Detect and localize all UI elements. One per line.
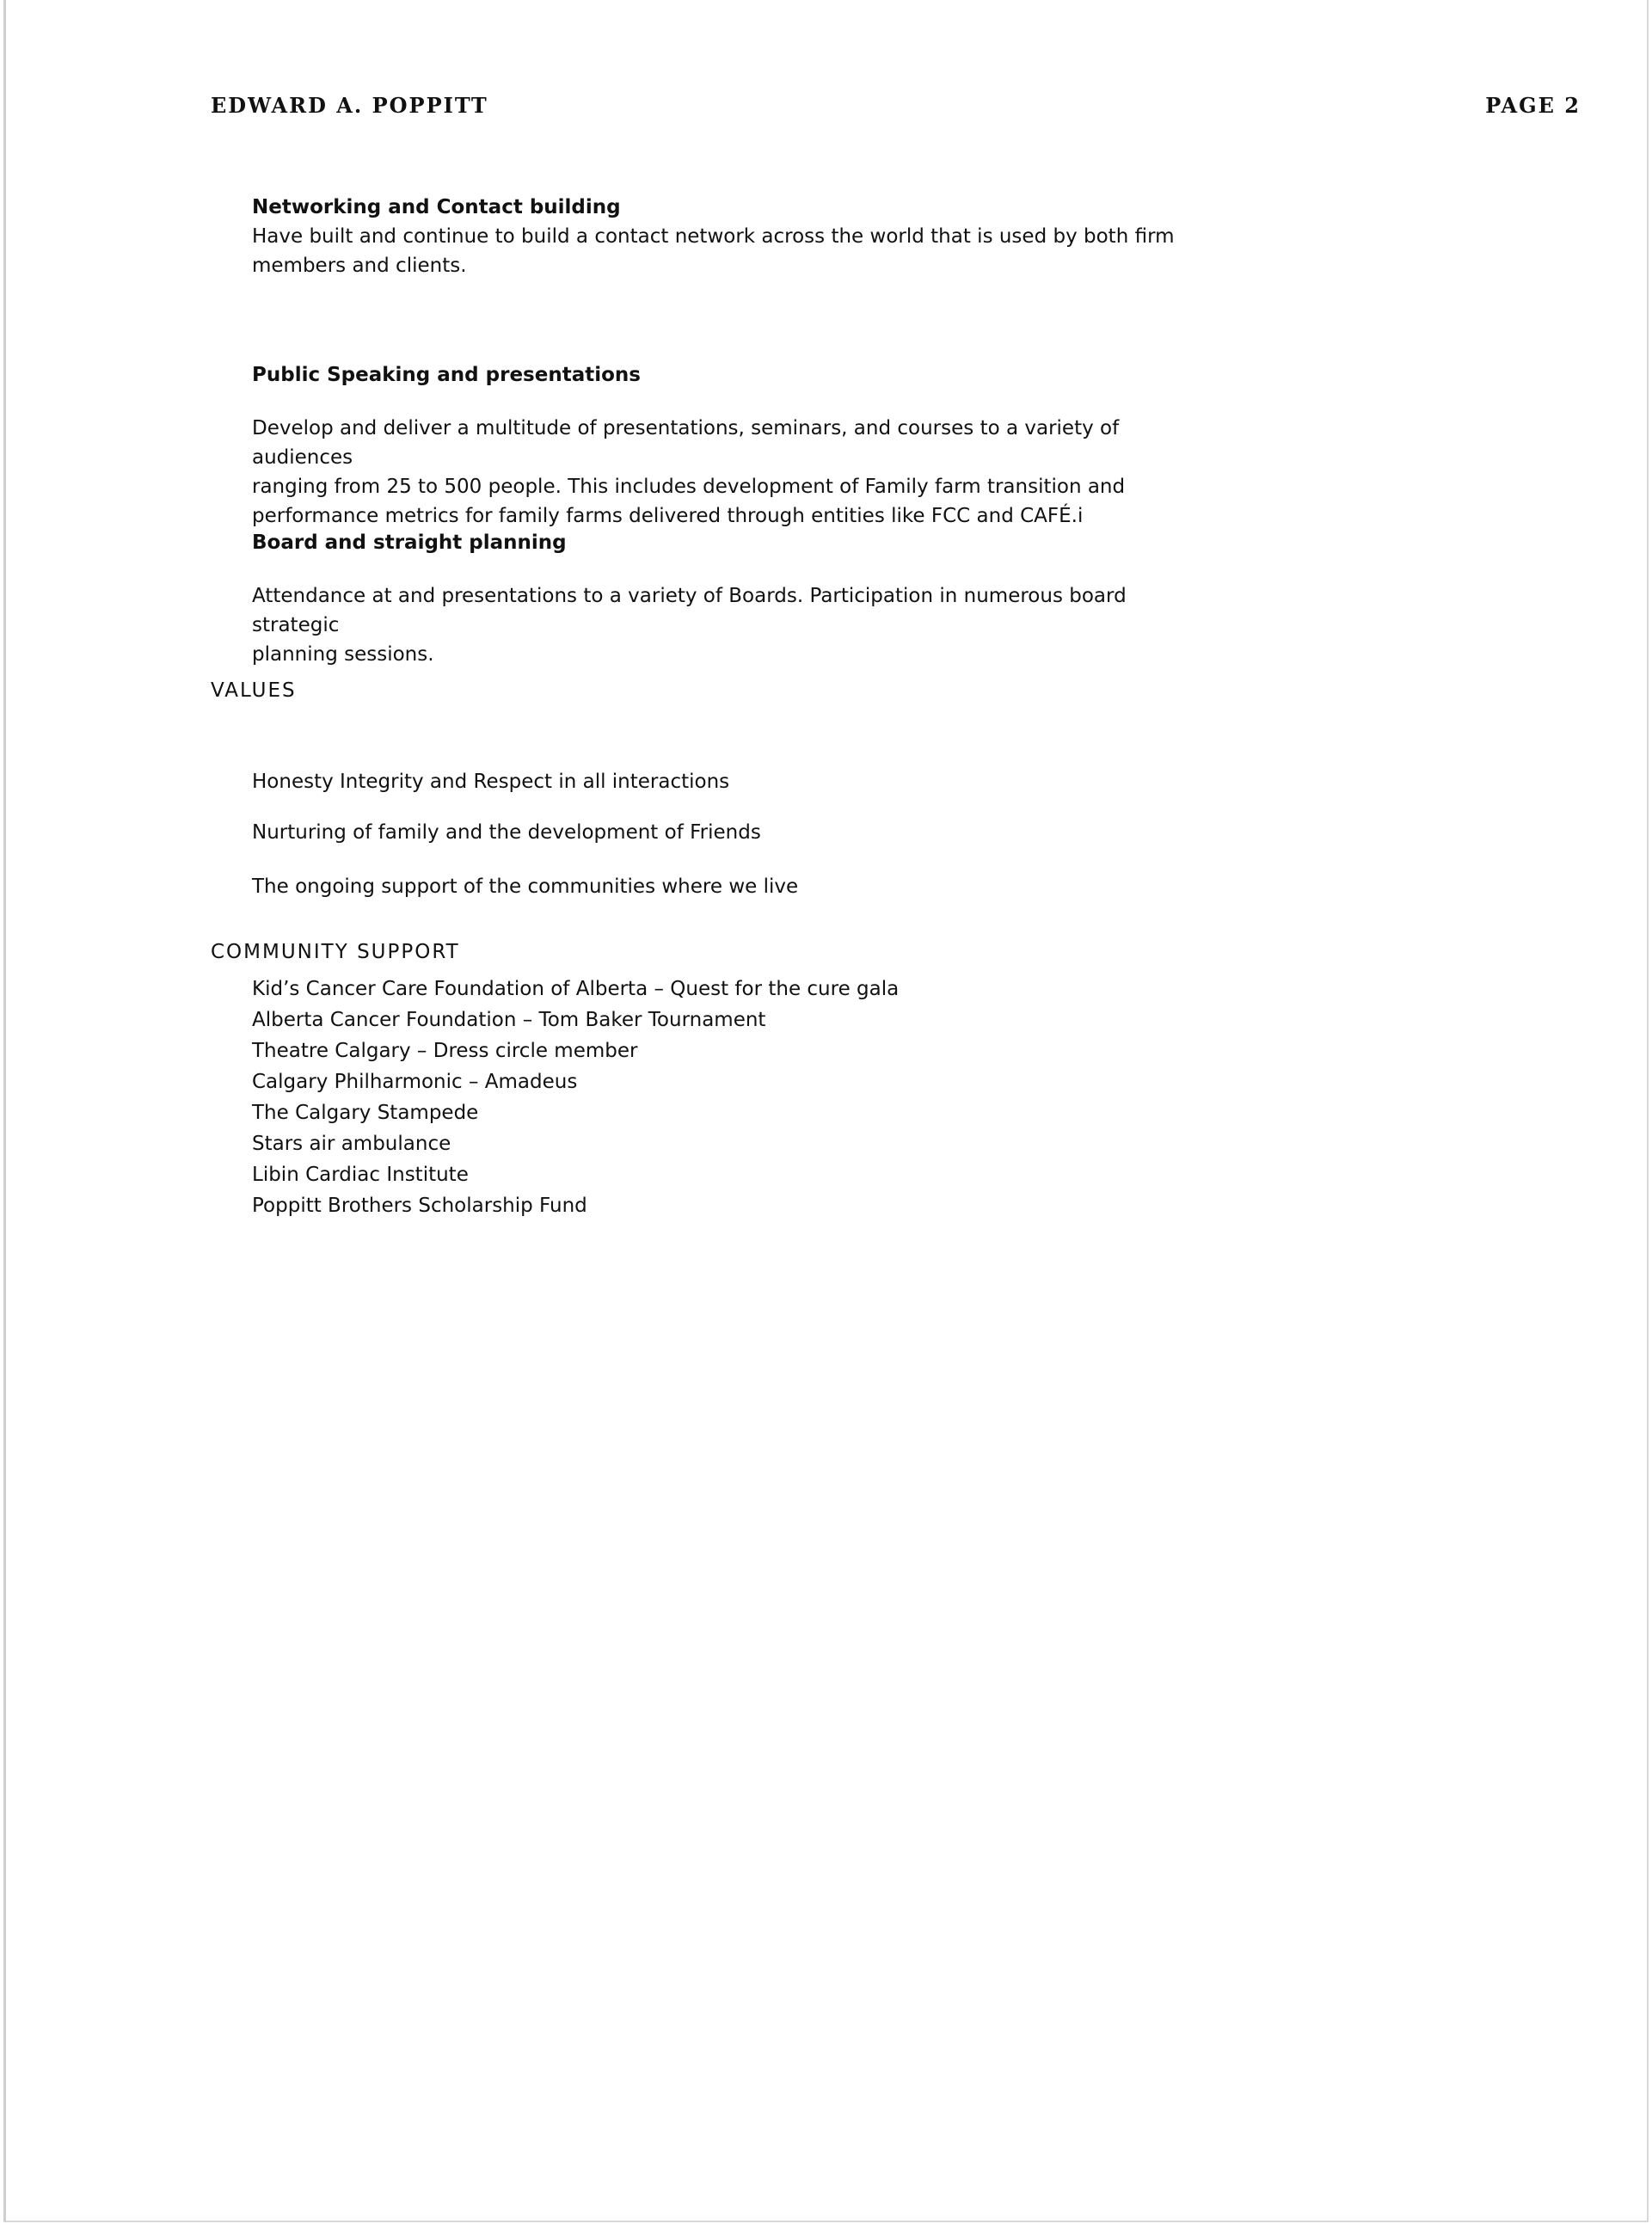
skill-text-line: members and clients. bbox=[252, 255, 467, 277]
skill-text-line: ranging from 25 to 500 people. This includes development of Family farm transition and bbox=[252, 476, 1126, 498]
values-section-title: VALUES bbox=[211, 679, 297, 702]
skill-public-speaking bbox=[252, 360, 1181, 390]
skill-board-planning-text bbox=[252, 581, 1181, 669]
list-item: Poppitt Brothers Scholarship Fund bbox=[252, 1195, 587, 1217]
values-item bbox=[252, 872, 1181, 901]
community-section-title: COMMUNITY SUPPORT bbox=[211, 941, 460, 963]
skill-text-line: planning sessions. bbox=[252, 643, 434, 666]
skill-text-line: Have built and continue to build a contact network across the world that is used by both firm bbox=[252, 225, 1175, 248]
list-item: Libin Cardiac Institute bbox=[252, 1164, 469, 1186]
values-item-text: The ongoing support of the communities where we live bbox=[252, 875, 799, 898]
list-item: The Calgary Stampede bbox=[252, 1102, 479, 1124]
list-item: Stars air ambulance bbox=[252, 1133, 451, 1155]
skill-text-line: Develop and deliver a multitude of presentations, seminars, and courses to a variety of audiences bbox=[252, 417, 1120, 469]
skill-title: Board and straight planning bbox=[252, 531, 567, 554]
skill-title: Networking and Contact building bbox=[252, 196, 621, 218]
values-item-text: Honesty Integrity and Respect in all interactions bbox=[252, 771, 730, 793]
skill-public-speaking-text bbox=[252, 414, 1181, 531]
values-item bbox=[252, 818, 1181, 847]
community-list bbox=[252, 974, 1181, 1221]
values-item bbox=[252, 767, 1181, 796]
skill-title: Public Speaking and presentations bbox=[252, 364, 641, 386]
skill-board-planning bbox=[252, 528, 1181, 557]
skill-text-line: performance metrics for family farms delivered through entities like FCC and CAFÉ.i bbox=[252, 505, 1084, 527]
list-item: Calgary Philharmonic – Amadeus bbox=[252, 1071, 578, 1093]
skill-text-line: Attendance at and presentations to a variety of Boards. Participation in numerous board strategic bbox=[252, 585, 1127, 636]
list-item: Theatre Calgary – Dress circle member bbox=[252, 1040, 638, 1062]
header-name: EDWARD A. POPPITT bbox=[211, 93, 488, 118]
list-item: Kid’s Cancer Care Foundation of Alberta – Quest for the cure gala bbox=[252, 978, 900, 1000]
document-page bbox=[3, 0, 1649, 2222]
header-page-number: PAGE 2 bbox=[1485, 93, 1581, 118]
list-item: Alberta Cancer Foundation – Tom Baker Tournament bbox=[252, 1009, 766, 1031]
skill-networking bbox=[252, 193, 1181, 280]
values-item-text: Nurturing of family and the development of Friends bbox=[252, 821, 761, 844]
